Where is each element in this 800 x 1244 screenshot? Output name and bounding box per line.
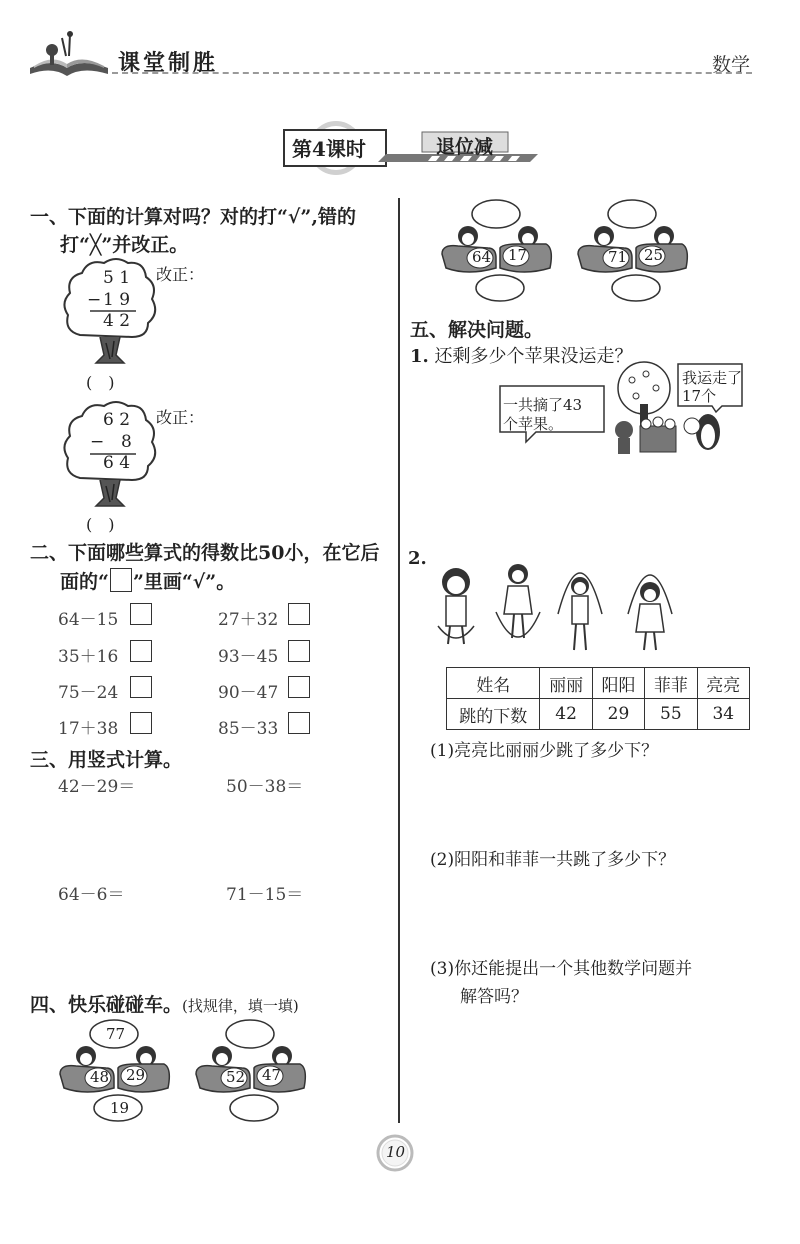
- section1-heading-line2: 打“╳”并改正。: [60, 234, 189, 256]
- header-title: 课堂制胜: [118, 51, 219, 76]
- answer-box-right-2[interactable]: [288, 640, 310, 662]
- sub-question-2: (2)阳阳和菲菲一共跳了多少下？: [430, 850, 676, 870]
- tree2-sign: −: [90, 432, 105, 452]
- header-logo: [22, 28, 112, 80]
- tree1-answer-paren[interactable]: ( ): [86, 373, 115, 392]
- bumper-car-4: [574, 198, 694, 304]
- lesson-badge: 第4课时: [292, 137, 366, 161]
- jump-rope-kids: [424, 552, 684, 662]
- section2-heading-line2: [60, 567, 235, 594]
- table-header-row: [447, 668, 750, 699]
- book-logo-icon: [22, 28, 112, 80]
- table-cell: 丽丽: [540, 668, 592, 699]
- section4-hint: (找规律，填一填): [182, 997, 299, 1015]
- table-cell: 亮亮: [697, 668, 749, 699]
- answer-box-left-3[interactable]: [130, 676, 152, 698]
- car3-right-value: 17: [508, 246, 528, 264]
- section3-heading: 三、用竖式计算。: [30, 749, 183, 771]
- section5-heading: 五、解决问题。: [410, 319, 544, 341]
- section4-title: 四、快乐碰碰车。: [30, 994, 183, 1016]
- answer-box-left-2[interactable]: [130, 640, 152, 662]
- vertical-calc-3: 64－6＝: [58, 885, 125, 905]
- expr-right-1: 27＋32: [218, 610, 279, 630]
- table-cell: 姓名: [447, 668, 540, 699]
- car1-left-value: 48: [90, 1068, 110, 1086]
- sub-question-3-line1: (3)你还能提出一个其他数学问题并: [430, 959, 693, 979]
- q2-number: 2.: [408, 548, 427, 569]
- car4-left-value: 71: [608, 248, 628, 266]
- monkey-icon: [615, 421, 633, 454]
- tree1-sub: 1 9: [103, 290, 131, 310]
- tree2-top: 6 2: [103, 410, 131, 430]
- vertical-calc-4: 71－15＝: [226, 885, 304, 905]
- sub-question-1: (1)亮亮比丽丽少跳了多少下？: [430, 741, 659, 761]
- car3-left-value: 64: [472, 248, 492, 266]
- tree1-result: 4 2: [103, 311, 131, 331]
- answer-box-right-3[interactable]: [288, 676, 310, 698]
- expr-right-2: 93－45: [218, 647, 279, 667]
- children-in-car-icon: [60, 1046, 169, 1092]
- vertical-calc-1: 42－29＝: [58, 777, 136, 797]
- answer-box-left-4[interactable]: [130, 712, 152, 734]
- car2-left-value: 52: [226, 1068, 246, 1086]
- q1-number: 1.: [410, 346, 429, 367]
- table-row: [447, 699, 750, 730]
- jump-rope-children-icon: [424, 552, 684, 662]
- lesson-title: 退位减: [436, 136, 494, 158]
- children-in-car-icon: [196, 1046, 305, 1092]
- tree2-result: 6 4: [103, 453, 131, 473]
- bubble-left-line1: 一共摘了43: [503, 396, 583, 414]
- section4-heading: [30, 990, 299, 1017]
- answer-box-right-1[interactable]: [288, 603, 310, 625]
- car2-right-value: 47: [262, 1066, 282, 1084]
- section2-heading-part-a: 面的“: [60, 571, 109, 593]
- inline-box-icon: [110, 568, 132, 592]
- bubble-right-line2: 17个: [682, 387, 717, 405]
- table-cell: 55: [645, 699, 697, 730]
- car4-right-value: 25: [644, 246, 664, 264]
- expr-right-4: 85－33: [218, 719, 279, 739]
- tree2-fix-label: 改正：: [156, 408, 205, 427]
- header-subject: 数学: [712, 54, 751, 76]
- bubble-right-line1: 我运走了: [682, 369, 743, 387]
- jump-rope-table: [446, 667, 750, 730]
- car1-right-value: 29: [126, 1066, 146, 1084]
- section2-heading: 二、下面哪些算式的得数比50小，在它后: [30, 542, 380, 564]
- car1-top-value: 77: [106, 1025, 126, 1043]
- expr-left-1: 64－15: [58, 610, 119, 630]
- bubble-left-line2: 个苹果。: [503, 415, 564, 433]
- table-cell: 42: [540, 699, 592, 730]
- expr-left-2: 35＋16: [58, 647, 119, 667]
- children-in-car-icon: [442, 226, 551, 272]
- tree1-fix-label: 改正：: [156, 265, 205, 284]
- bumper-car-2: [192, 1018, 312, 1124]
- section2-heading-part-b: ”里画“√”。: [132, 571, 236, 593]
- children-in-car-icon: [578, 226, 687, 272]
- table-cell: 菲菲: [645, 668, 697, 699]
- tree2-sub: 8: [121, 432, 132, 452]
- tree2-answer-paren[interactable]: ( ): [86, 515, 115, 534]
- q1-text: 还剩多少个苹果没运走？: [434, 346, 633, 367]
- section1-heading: 一、下面的计算对吗？对的打“√”,错的: [30, 206, 356, 228]
- column-divider: [398, 198, 400, 1123]
- bumper-car-3: [438, 198, 558, 304]
- expr-right-3: 90－47: [218, 683, 279, 703]
- tree1-sign: −: [87, 290, 102, 310]
- expr-left-4: 17＋38: [58, 719, 119, 739]
- page-number: 10: [386, 1143, 406, 1161]
- expr-left-3: 75－24: [58, 683, 119, 703]
- table-cell: 阳阳: [592, 668, 644, 699]
- tree1-top: 5 1: [103, 268, 131, 288]
- apple-basket-icon: [640, 417, 676, 452]
- penguin-icon: [684, 414, 720, 450]
- vertical-calc-2: 50－38＝: [226, 777, 304, 797]
- table-cell: 跳的下数: [447, 699, 540, 730]
- table-cell: 34: [697, 699, 749, 730]
- car1-bottom-value: 19: [110, 1099, 130, 1117]
- header-divider: [112, 72, 752, 74]
- answer-box-right-4[interactable]: [288, 712, 310, 734]
- answer-box-left-1[interactable]: [130, 603, 152, 625]
- table-cell: 29: [592, 699, 644, 730]
- sub-question-3-line2: 解答吗？: [460, 987, 528, 1007]
